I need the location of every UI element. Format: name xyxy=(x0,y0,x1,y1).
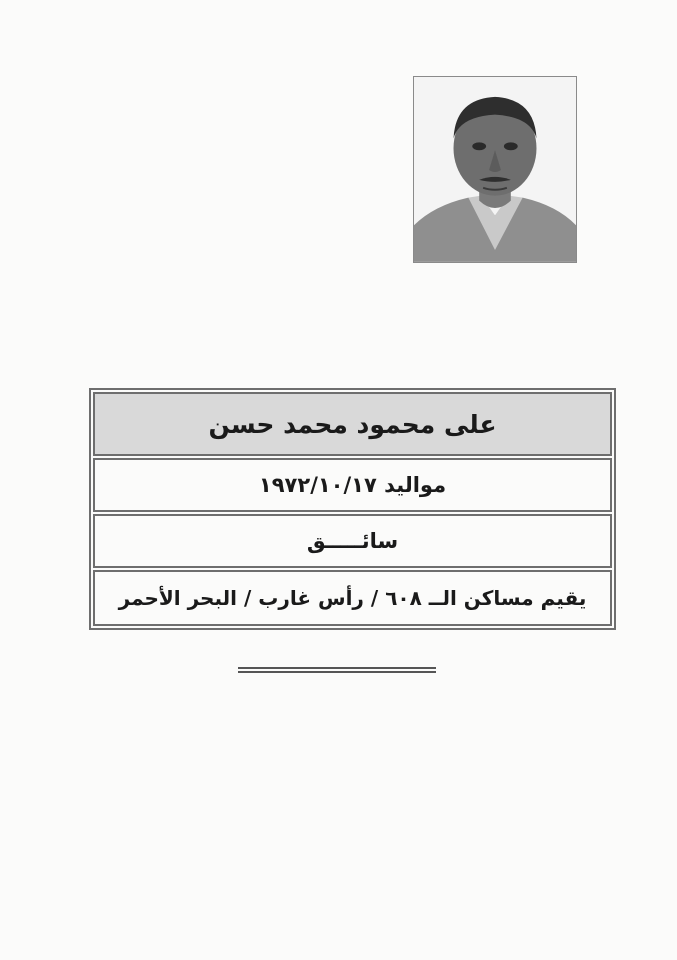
info-table xyxy=(89,388,616,630)
name-row xyxy=(93,392,612,456)
residence: يقيم مساكن الــ ٦٠٨ / رأس غارب / البحر الأحمر xyxy=(118,586,587,610)
residence-row xyxy=(93,570,612,626)
birth-row xyxy=(93,458,612,512)
occupation-row xyxy=(93,514,612,568)
birth-date: مواليد ١٩٧٢/١٠/١٧ xyxy=(258,473,447,497)
portrait-image xyxy=(414,77,576,262)
portrait-photo xyxy=(413,76,577,263)
occupation: سائـــــق xyxy=(306,529,399,553)
person-name: على محمود محمد حسن xyxy=(208,409,497,439)
double-line-divider xyxy=(238,667,436,673)
